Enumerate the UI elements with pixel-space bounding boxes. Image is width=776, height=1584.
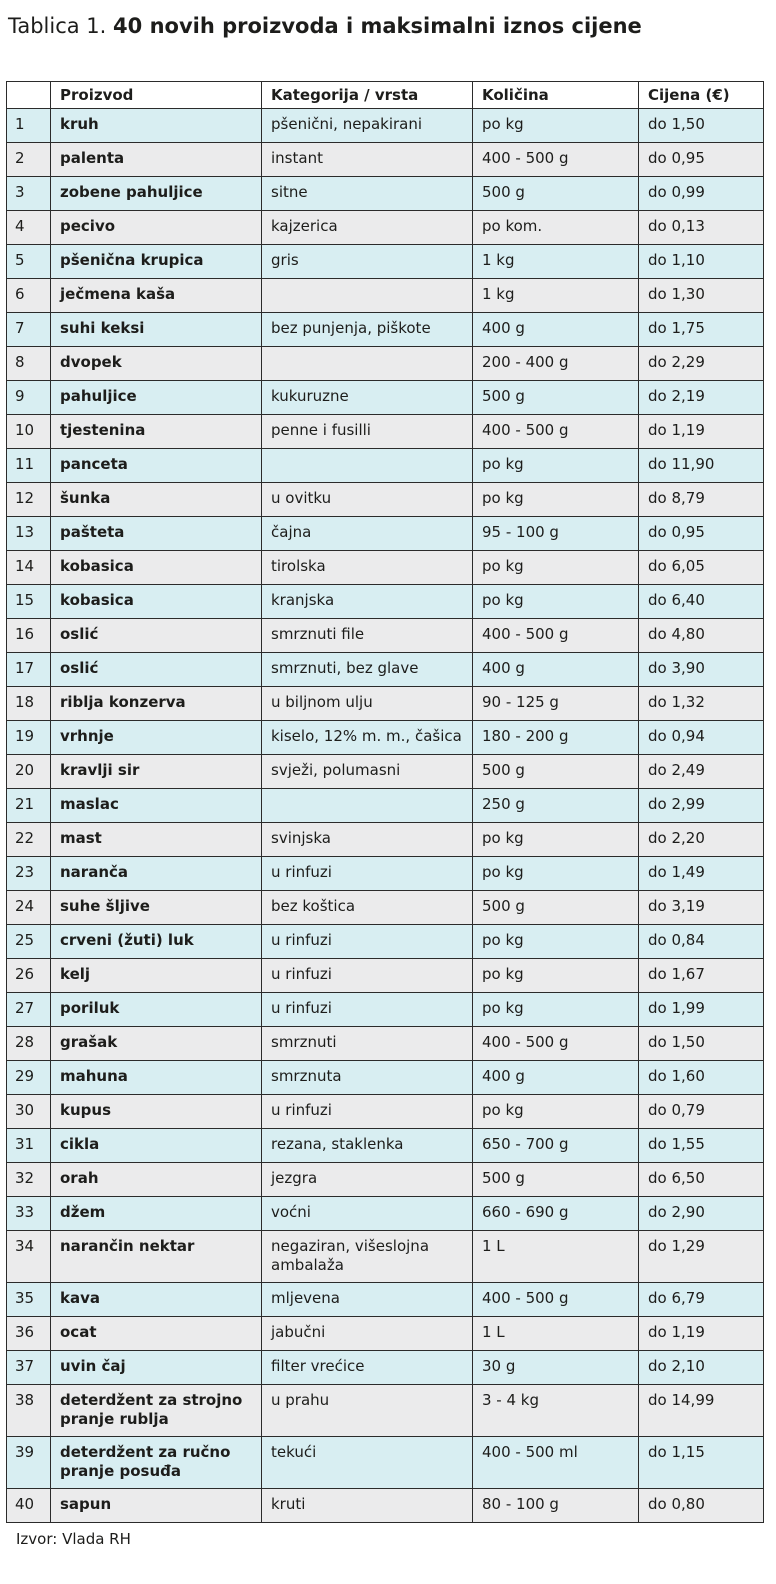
cell-product: kava [51,1283,262,1317]
cell-number: 4 [7,211,51,245]
cell-price: do 2,19 [639,381,764,415]
table-number: Tablica 1. [8,14,107,38]
cell-price: do 1,15 [639,1437,764,1489]
cell-category: jabučni [262,1317,473,1351]
cell-price: do 0,84 [639,925,764,959]
cell-product: oslić [51,619,262,653]
header-product: Proizvod [51,82,262,109]
cell-quantity: 1 L [473,1231,639,1283]
cell-quantity: 500 g [473,891,639,925]
cell-product: suhi keksi [51,313,262,347]
cell-price: do 1,29 [639,1231,764,1283]
cell-product: pašteta [51,517,262,551]
cell-number: 29 [7,1061,51,1095]
cell-price: do 1,60 [639,1061,764,1095]
cell-price: do 0,99 [639,177,764,211]
cell-product: tjestenina [51,415,262,449]
cell-product: ječmena kaša [51,279,262,313]
cell-product: kruh [51,109,262,143]
table-row [7,211,764,245]
cell-category: bez koštica [262,891,473,925]
cell-category: rezana, staklenka [262,1129,473,1163]
cell-quantity: po kg [473,109,639,143]
cell-number: 13 [7,517,51,551]
cell-product: naranča [51,857,262,891]
cell-category: u rinfuzi [262,1095,473,1129]
cell-category: u rinfuzi [262,925,473,959]
cell-product: dvopek [51,347,262,381]
products-table [6,81,764,1523]
cell-product: orah [51,1163,262,1197]
cell-price: do 1,30 [639,279,764,313]
cell-quantity: 400 - 500 g [473,1027,639,1061]
cell-category: u rinfuzi [262,959,473,993]
cell-category: tirolska [262,551,473,585]
table-row [7,1061,764,1095]
cell-product: kelj [51,959,262,993]
table-row [7,449,764,483]
cell-quantity: 80 - 100 g [473,1489,639,1523]
table-row [7,1351,764,1385]
table-row [7,619,764,653]
cell-product: pšenična krupica [51,245,262,279]
table-row [7,415,764,449]
cell-product: riblja konzerva [51,687,262,721]
table-row [7,517,764,551]
cell-price: do 2,90 [639,1197,764,1231]
cell-category: bez punjenja, piškote [262,313,473,347]
table-row [7,1437,764,1489]
table-header-row [7,82,764,109]
cell-category: penne i fusilli [262,415,473,449]
cell-category [262,449,473,483]
table-row [7,1231,764,1283]
cell-product: deterdžent za strojno pranje rublja [51,1385,262,1437]
cell-category: čajna [262,517,473,551]
cell-product: crveni (žuti) luk [51,925,262,959]
cell-price: do 2,29 [639,347,764,381]
cell-price: do 0,95 [639,517,764,551]
cell-product: mahuna [51,1061,262,1095]
table-row [7,789,764,823]
table-title [8,12,642,40]
cell-number: 28 [7,1027,51,1061]
table-row [7,653,764,687]
cell-quantity: 400 - 500 g [473,143,639,177]
cell-product: sapun [51,1489,262,1523]
cell-category: negaziran, višeslojna ambalaža [262,1231,473,1283]
cell-quantity: po kg [473,585,639,619]
cell-product: deterdžent za ručno pranje posuđa [51,1437,262,1489]
cell-category: u rinfuzi [262,857,473,891]
cell-quantity: 500 g [473,1163,639,1197]
cell-price: do 1,55 [639,1129,764,1163]
cell-product: cikla [51,1129,262,1163]
cell-category: u ovitku [262,483,473,517]
cell-category: filter vrećice [262,1351,473,1385]
cell-quantity: 400 - 500 ml [473,1437,639,1489]
cell-category: kajzerica [262,211,473,245]
cell-product: maslac [51,789,262,823]
cell-number: 15 [7,585,51,619]
cell-price: do 11,90 [639,449,764,483]
cell-number: 31 [7,1129,51,1163]
cell-number: 20 [7,755,51,789]
cell-product: kupus [51,1095,262,1129]
cell-product: šunka [51,483,262,517]
table-row [7,1129,764,1163]
cell-quantity: 180 - 200 g [473,721,639,755]
cell-product: džem [51,1197,262,1231]
cell-price: do 0,13 [639,211,764,245]
table-row [7,993,764,1027]
cell-quantity: 200 - 400 g [473,347,639,381]
cell-category: pšenični, nepakirani [262,109,473,143]
cell-number: 7 [7,313,51,347]
cell-quantity: 95 - 100 g [473,517,639,551]
cell-price: do 0,79 [639,1095,764,1129]
cell-number: 2 [7,143,51,177]
cell-number: 35 [7,1283,51,1317]
header-price: Cijena (€) [639,82,764,109]
cell-price: do 0,80 [639,1489,764,1523]
cell-quantity: 400 - 500 g [473,619,639,653]
cell-quantity: 3 - 4 kg [473,1385,639,1437]
cell-quantity: po kg [473,449,639,483]
cell-product: uvin čaj [51,1351,262,1385]
cell-category: sitne [262,177,473,211]
cell-quantity: 90 - 125 g [473,687,639,721]
cell-number: 38 [7,1385,51,1437]
cell-number: 16 [7,619,51,653]
cell-number: 23 [7,857,51,891]
cell-number: 10 [7,415,51,449]
cell-number: 39 [7,1437,51,1489]
cell-number: 34 [7,1231,51,1283]
cell-category: kukuruzne [262,381,473,415]
cell-number: 22 [7,823,51,857]
cell-number: 9 [7,381,51,415]
cell-category: u biljnom ulju [262,687,473,721]
cell-product: ocat [51,1317,262,1351]
source-note: Izvor: Vlada RH [16,1530,131,1548]
cell-number: 5 [7,245,51,279]
cell-category: voćni [262,1197,473,1231]
cell-category: jezgra [262,1163,473,1197]
table-row [7,1163,764,1197]
cell-quantity: 400 g [473,1061,639,1095]
cell-number: 1 [7,109,51,143]
cell-quantity: po kg [473,551,639,585]
cell-product: kobasica [51,585,262,619]
cell-number: 17 [7,653,51,687]
cell-product: vrhnje [51,721,262,755]
table-row [7,347,764,381]
cell-category: kruti [262,1489,473,1523]
table-row [7,1197,764,1231]
cell-price: do 3,19 [639,891,764,925]
table-row [7,1283,764,1317]
cell-number: 37 [7,1351,51,1385]
cell-quantity: po kg [473,483,639,517]
table-row [7,891,764,925]
cell-category [262,279,473,313]
cell-category: kranjska [262,585,473,619]
cell-category: u prahu [262,1385,473,1437]
cell-number: 40 [7,1489,51,1523]
cell-quantity: 30 g [473,1351,639,1385]
table-caption: 40 novih proizvoda i maksimalni iznos cijene [113,14,642,38]
cell-price: do 1,67 [639,959,764,993]
cell-price: do 6,40 [639,585,764,619]
cell-price: do 14,99 [639,1385,764,1437]
table-row [7,381,764,415]
cell-category: svinjska [262,823,473,857]
cell-category [262,347,473,381]
cell-quantity: 400 g [473,653,639,687]
table-row [7,585,764,619]
cell-category: tekući [262,1437,473,1489]
cell-quantity: 1 kg [473,245,639,279]
cell-number: 11 [7,449,51,483]
table-row [7,1385,764,1437]
table-row [7,857,764,891]
header-quantity: Količina [473,82,639,109]
table-row [7,483,764,517]
cell-number: 27 [7,993,51,1027]
cell-product: poriluk [51,993,262,1027]
cell-product: panceta [51,449,262,483]
table-row [7,245,764,279]
cell-quantity: 500 g [473,381,639,415]
cell-price: do 3,90 [639,653,764,687]
table-row [7,823,764,857]
table-row [7,143,764,177]
cell-quantity: 1 L [473,1317,639,1351]
cell-category: kiselo, 12% m. m., čašica [262,721,473,755]
cell-product: narančin nektar [51,1231,262,1283]
cell-quantity: 400 - 500 g [473,415,639,449]
table-row [7,755,764,789]
cell-price: do 4,80 [639,619,764,653]
cell-category: smrznuti [262,1027,473,1061]
cell-quantity: 1 kg [473,279,639,313]
cell-price: do 1,10 [639,245,764,279]
cell-price: do 6,05 [639,551,764,585]
cell-quantity: 650 - 700 g [473,1129,639,1163]
cell-product: pecivo [51,211,262,245]
cell-number: 14 [7,551,51,585]
cell-quantity: po kom. [473,211,639,245]
cell-price: do 2,10 [639,1351,764,1385]
cell-number: 24 [7,891,51,925]
cell-number: 26 [7,959,51,993]
cell-quantity: po kg [473,823,639,857]
cell-number: 36 [7,1317,51,1351]
table-row [7,1317,764,1351]
cell-price: do 2,99 [639,789,764,823]
cell-category: smrznuti file [262,619,473,653]
cell-price: do 0,95 [639,143,764,177]
cell-number: 33 [7,1197,51,1231]
cell-product: palenta [51,143,262,177]
cell-number: 30 [7,1095,51,1129]
cell-category: instant [262,143,473,177]
table-row [7,721,764,755]
cell-price: do 0,94 [639,721,764,755]
cell-price: do 1,99 [639,993,764,1027]
cell-number: 3 [7,177,51,211]
cell-product: kravlji sir [51,755,262,789]
cell-product: suhe šljive [51,891,262,925]
cell-category: mljevena [262,1283,473,1317]
cell-category: svježi, polumasni [262,755,473,789]
cell-category: smrznuta [262,1061,473,1095]
cell-price: do 1,75 [639,313,764,347]
cell-number: 6 [7,279,51,313]
cell-quantity: 500 g [473,177,639,211]
cell-price: do 2,49 [639,755,764,789]
table-row [7,551,764,585]
cell-price: do 6,79 [639,1283,764,1317]
cell-quantity: 500 g [473,755,639,789]
cell-product: mast [51,823,262,857]
cell-price: do 1,50 [639,1027,764,1061]
table-row [7,279,764,313]
cell-price: do 1,19 [639,415,764,449]
table-row [7,1489,764,1523]
cell-price: do 1,32 [639,687,764,721]
cell-quantity: 250 g [473,789,639,823]
header-category: Kategorija / vrsta [262,82,473,109]
cell-product: pahuljice [51,381,262,415]
table-row [7,313,764,347]
table-row [7,687,764,721]
cell-price: do 6,50 [639,1163,764,1197]
cell-number: 8 [7,347,51,381]
cell-quantity: po kg [473,1095,639,1129]
table-row [7,109,764,143]
cell-category: u rinfuzi [262,993,473,1027]
cell-category: gris [262,245,473,279]
cell-price: do 2,20 [639,823,764,857]
cell-number: 25 [7,925,51,959]
cell-product: zobene pahuljice [51,177,262,211]
header-number [7,82,51,109]
cell-number: 19 [7,721,51,755]
cell-price: do 1,49 [639,857,764,891]
table-row [7,925,764,959]
table-row [7,1027,764,1061]
cell-quantity: po kg [473,959,639,993]
cell-quantity: po kg [473,925,639,959]
cell-quantity: 400 g [473,313,639,347]
cell-category [262,789,473,823]
cell-quantity: 400 - 500 g [473,1283,639,1317]
cell-product: grašak [51,1027,262,1061]
cell-quantity: po kg [473,993,639,1027]
cell-number: 21 [7,789,51,823]
cell-category: smrznuti, bez glave [262,653,473,687]
cell-price: do 1,50 [639,109,764,143]
cell-number: 18 [7,687,51,721]
cell-price: do 8,79 [639,483,764,517]
cell-product: kobasica [51,551,262,585]
table-row [7,1095,764,1129]
table-row [7,177,764,211]
table-row [7,959,764,993]
cell-number: 12 [7,483,51,517]
cell-product: oslić [51,653,262,687]
cell-quantity: po kg [473,857,639,891]
cell-number: 32 [7,1163,51,1197]
cell-price: do 1,19 [639,1317,764,1351]
cell-quantity: 660 - 690 g [473,1197,639,1231]
